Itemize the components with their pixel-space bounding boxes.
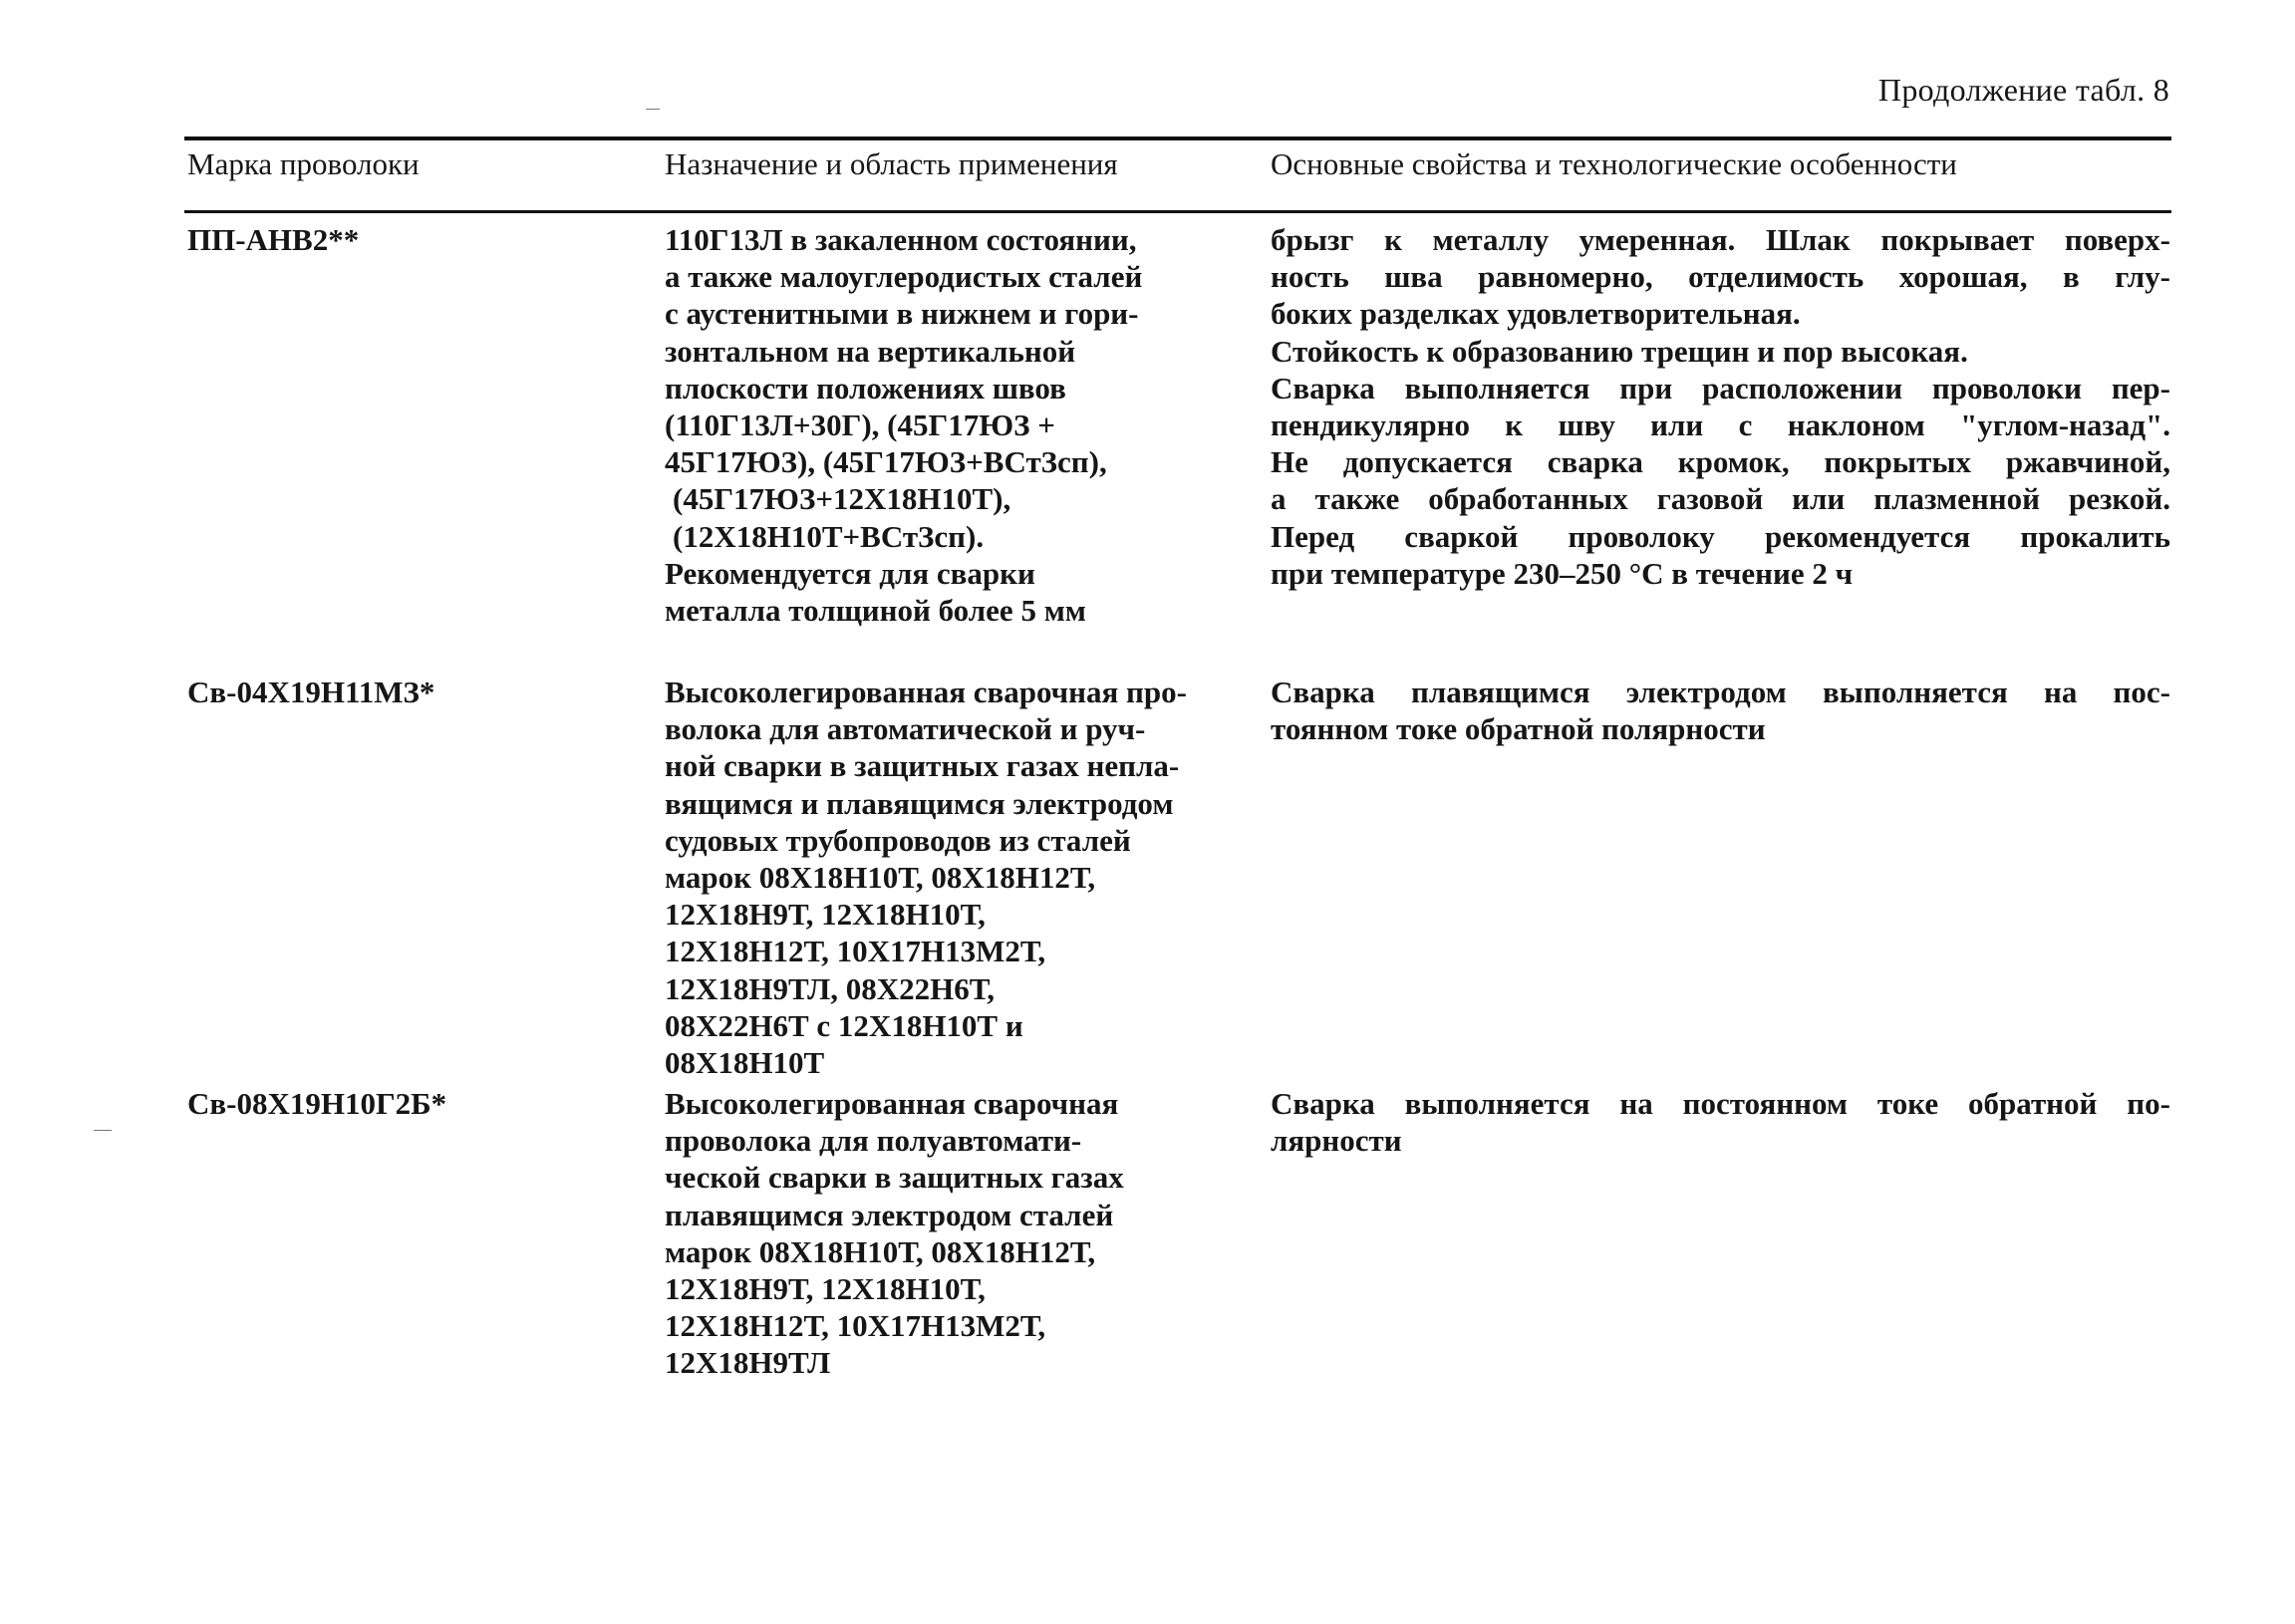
row-3-purpose-line: плавящимся электродом сталей	[665, 1197, 1114, 1232]
row-2-purpose-line: марок 08Х18Н10Т, 08Х18Н12Т,	[665, 860, 1096, 896]
row-2-purpose-line: вящимся и плавящимся электродом	[665, 785, 1174, 821]
row-1-properties-line: Сварка выполняется при расположении проволоки пер-	[1271, 370, 2170, 406]
row-3-purpose-line: Высоколегированная сварочная	[665, 1086, 1119, 1121]
row-1-properties-line: Не допускается сварка кромок, покрытых ржавчиной,	[1271, 444, 2170, 480]
row-3-purpose-line: 12Х18Н12Т, 10Х17Н13М2Т,	[665, 1308, 1046, 1344]
row-3-purpose-line: 12Х18Н9Т, 12Х18Н10Т,	[665, 1271, 986, 1307]
row-1-purpose-line: 45Г17ЮЗ), (45Г17ЮЗ+ВСтЗсп),	[665, 444, 1107, 480]
row-2-purpose-line: 08Х22Н6Т с 12Х18Н10Т и	[665, 1007, 1023, 1043]
row-1-properties-line: боких разделках удовлетворительная.	[1271, 296, 1801, 332]
row-2-purpose-line: 12Х18Н9ТЛ, 08Х22Н6Т,	[665, 970, 996, 1006]
column-header-grade: Марка проволоки	[187, 146, 420, 181]
row-1-purpose-line: металла толщиной более 5 мм	[665, 593, 1086, 629]
row-1-purpose-line: 110Г13Л в закаленном состоянии,	[665, 222, 1137, 257]
table-continuation-label: Продолжение табл. 8	[1877, 72, 2169, 108]
row-3-properties-line: лярности	[1271, 1123, 1402, 1159]
row-3-purpose-line: 12Х18Н9ТЛ	[665, 1345, 831, 1381]
row-3-purpose-line: проволока для полуавтомати-	[665, 1123, 1082, 1159]
row-3-purpose	[665, 1085, 1243, 1382]
row-3-properties-line: Сварка выполняется на постоянном токе обратной по-	[1271, 1086, 2170, 1121]
row-2-purpose-line: волока для автоматической и руч-	[665, 711, 1146, 747]
row-3-purpose-line: ческой сварки в защитных газах	[665, 1160, 1124, 1196]
row-1-purpose-line: Рекомендуется для сварки	[665, 555, 1035, 591]
row-2-purpose-line: 12Х18Н9Т, 12Х18Н10Т,	[665, 897, 986, 933]
row-1-purpose-line: (110Г13Л+30Г), (45Г17ЮЗ +	[665, 407, 1055, 443]
column-header-properties: Основные свойства и технологические особенности	[1271, 146, 1957, 181]
row-1-purpose-line: (12Х18Н10Т+ВСтЗсп).	[673, 518, 985, 554]
row-2-purpose-line: ной сварки в защитных газах непла-	[665, 748, 1180, 784]
row-2-properties-line: тоянном токе обратной полярности	[1271, 711, 1766, 747]
row-1-properties-line: пендикулярно к шву или с наклоном "углом-назад".	[1271, 407, 2170, 443]
table-header-rule	[184, 210, 2171, 213]
row-2-grade: Св-04Х19Н11МЗ*	[187, 675, 435, 709]
row-2-purpose-line: судовых трубопроводов из сталей	[665, 822, 1131, 858]
row-1-purpose-line: (45Г17ЮЗ+12Х18Н10Т),	[673, 481, 1011, 517]
row-1-properties-line: при температуре 230–250 °С в течение 2 ч	[1271, 555, 1854, 591]
row-1-properties-line: брызг к металлу умеренная. Шлак покрывает поверх-	[1271, 222, 2170, 257]
scan-speck	[646, 109, 660, 110]
row-1-purpose-line: а также малоуглеродистых сталей	[665, 259, 1143, 295]
row-2-purpose-line: Высоколегированная сварочная про-	[665, 675, 1187, 709]
row-1-properties-line: Стойкость к образованию трещин и пор высокая.	[1271, 333, 1968, 369]
row-1-properties-line: а также обработанных газовой или плазменной резкой.	[1271, 481, 2170, 517]
row-3-purpose-line: марок 08Х18Н10Т, 08Х18Н12Т,	[665, 1233, 1096, 1269]
scan-speck	[94, 1130, 112, 1131]
row-1-grade: ПП-АНВ2**	[187, 222, 360, 257]
table-top-rule	[184, 136, 2171, 140]
row-1-properties	[1271, 221, 2170, 592]
row-1-purpose-line: зонтальном на вертикальной	[665, 333, 1076, 369]
row-2-purpose	[665, 674, 1243, 1081]
row-2-properties-line: Сварка плавящимся электродом выполняется на пос-	[1271, 675, 2170, 709]
row-3-grade: Св-08Х19Н10Г2Б*	[187, 1086, 447, 1121]
row-1-properties-line: Перед сваркой проволоку рекомендуется прокалить	[1271, 518, 2170, 554]
row-2-properties	[1271, 674, 2170, 747]
row-1-purpose-line: с аустенитными в нижнем и гори-	[665, 296, 1139, 332]
row-3-properties	[1271, 1085, 2170, 1159]
row-2-purpose-line: 08Х18Н10Т	[665, 1045, 825, 1081]
column-header-purpose: Назначение и область применения	[665, 146, 1118, 181]
row-1-purpose-line: плоскости положениях швов	[665, 370, 1066, 406]
row-1-properties-line: ность шва равномерно, отделимость хорошая, в глу-	[1271, 259, 2170, 295]
row-1-purpose	[665, 221, 1243, 629]
row-2-purpose-line: 12Х18Н12Т, 10Х17Н13М2Т,	[665, 934, 1046, 969]
